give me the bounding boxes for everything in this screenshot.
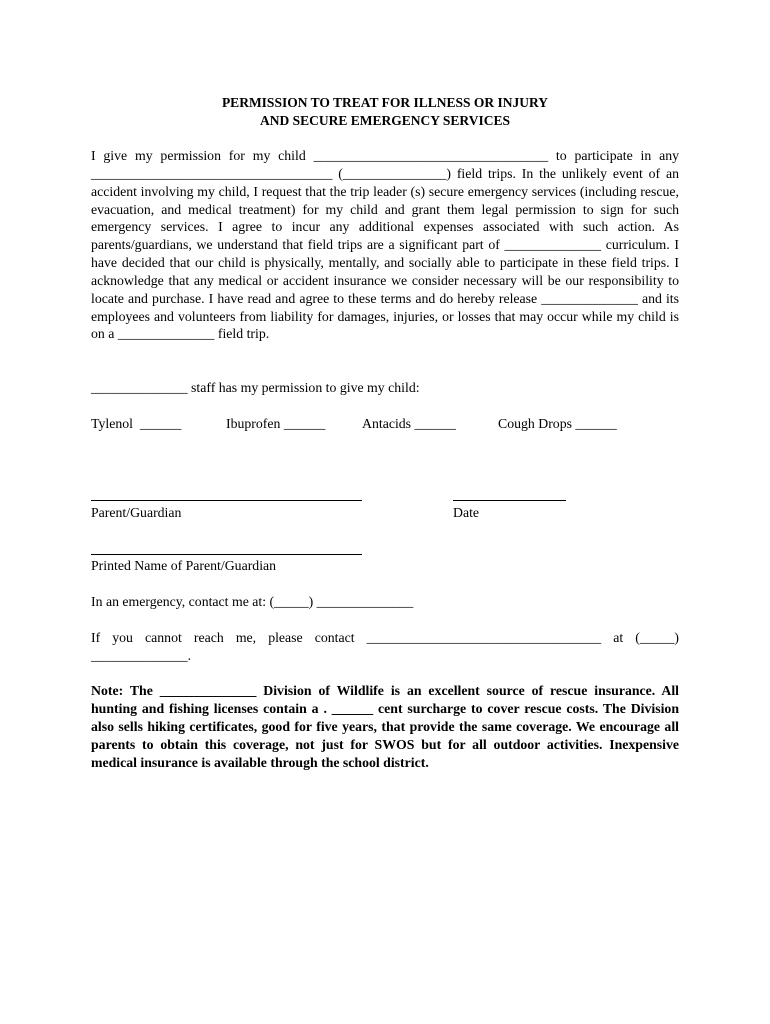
emergency-contact-line: In an emergency, contact me at: (_____) ______________ [91, 594, 414, 609]
medication-antacids: Antacids ______ [362, 416, 456, 431]
signature-line [91, 500, 362, 501]
permission-paragraph: I give my permission for my child __________________________________ to participate in any ___________________________________ (_______________) field trips. In the unlikely event of an accident involving my child, I request that the trip leader (s) secure emergency services (including rescue, evacuation, and medical treatment) for my child and grant them legal permission to sign for such emergency services. I agree to incur any additional expenses associated with such action. As parents/guardians, we understand that field trips are a significant part of ______________ curriculum. I have decided that our child is physically, mentally, and socially able to participate in these field trips. I acknowledge that any medical or accident insurance we consider necessary will be our responsibility to locate and purchase. I have read and agree to these terms and do hereby release ______________ and its employees and volunteers from liability for damages, injuries, or losses that may occur while my child is on a ______________ field trip. [91, 148, 679, 342]
medication-ibuprofen: Ibuprofen ______ [226, 416, 326, 431]
printed-name-label: Printed Name of Parent/Guardian [91, 558, 277, 573]
medication-tylenol: Tylenol ______ [91, 416, 182, 431]
document-title-line-1: PERMISSION TO TREAT FOR ILLNESS OR INJURY [221, 95, 549, 110]
date-label: Date [453, 505, 480, 520]
document-title-line-2: AND SECURE EMERGENCY SERVICES [260, 113, 510, 128]
alternate-contact-paragraph: If you cannot reach me, please contact __________________________________ at (_____) ______________. [91, 630, 679, 663]
staff-permission-line: ______________ staff has my permission to give my child: [91, 380, 420, 395]
note-paragraph: Note: The ______________ Division of Wildlife is an excellent source of rescue insurance. All hunting and fishing licenses contain a . ______ cent surcharge to cover rescue costs. The Division also sells hiking certificates, good for five years, that provide the same coverage. We encourage all parents to obtain this coverage, not just for SWOS but for all outdoor activities. Inexpensive medical insurance is available through the school district. [91, 683, 679, 770]
printed-name-line [91, 554, 362, 555]
signature-label: Parent/Guardian [91, 505, 182, 520]
medication-cough-drops: Cough Drops ______ [498, 416, 617, 431]
date-line [453, 500, 566, 501]
